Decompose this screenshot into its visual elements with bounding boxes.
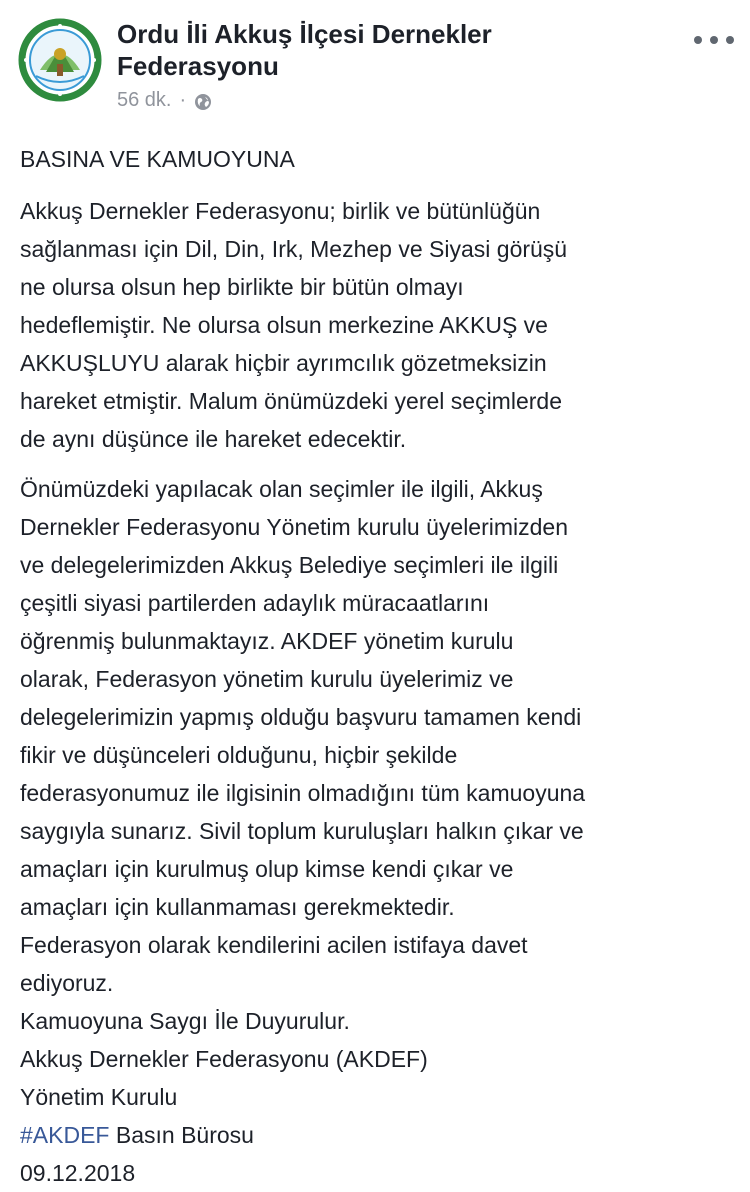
paragraph-2: [20, 470, 735, 1192]
text-line: AKKUŞLUYU alarak hiçbir ayrımcılık gözetmeksizin: [20, 350, 547, 376]
text-line: Önümüzdeki yapılacak olan seçimler ile ilgili, Akkuş: [20, 476, 543, 502]
text-line: Akkuş Dernekler Federasyonu; birlik ve bütünlüğün: [20, 198, 541, 224]
hashtag-suffix: Basın Bürosu: [109, 1122, 254, 1148]
text-line: Yönetim Kurulu: [20, 1084, 178, 1110]
text-line: Federasyon olarak kendilerini acilen istifaya davet: [20, 932, 528, 958]
text-line: öğrenmiş bulunmaktayız. AKDEF yönetim kurulu: [20, 628, 514, 654]
text-line: fikir ve düşünceleri olduğunu, hiçbir şekilde: [20, 742, 458, 768]
text-line: hareket etmiştir. Malum önümüzdeki yerel seçimlerde: [20, 388, 562, 414]
text-line: ne olursa olsun hep birlikte bir bütün olmayı: [20, 274, 464, 300]
text-line: Dernekler Federasyonu Yönetim kurulu üyelerimizden: [20, 514, 569, 540]
text-line: delegelerimizin yapmış olduğu başvuru tamamen kendi: [20, 704, 582, 730]
globe-icon[interactable]: [194, 91, 212, 109]
text-line: saygıyla sunarız. Sivil toplum kuruluşları halkın çıkar ve: [20, 818, 584, 844]
page-name-line-1[interactable]: Ordu İli Akkuş İlçesi Dernekler: [117, 19, 492, 49]
post-date: 09.12.2018: [20, 1160, 136, 1186]
text-line: ediyoruz.: [20, 970, 114, 996]
post-body: [20, 140, 735, 1192]
text-line: hedeflemiştir. Ne olursa olsun merkezine AKKUŞ ve: [20, 312, 548, 338]
text-line: de aynı düşünce ile hareket edecektir.: [20, 426, 407, 452]
paragraph-1: [20, 192, 735, 458]
text-line: sağlanması için Dil, Din, Irk, Mezhep ve Siyasi görüşü: [20, 236, 568, 262]
text-line: Kamuoyuna Saygı İle Duyurulur.: [20, 1008, 350, 1034]
text-line: Akkuş Dernekler Federasyonu (AKDEF): [20, 1046, 428, 1072]
meta-separator: ·: [179, 89, 187, 111]
page-name-line-2[interactable]: Federasyonu: [117, 51, 279, 81]
text-line: amaçları için kullanmaması gerekmektedir.: [20, 894, 455, 920]
post-meta: [117, 86, 212, 114]
text-line: olarak, Federasyon yönetim kurulu üyelerimiz ve: [20, 666, 514, 692]
text-line: ve delegelerimizden Akkuş Belediye seçimleri ile ilgili: [20, 552, 559, 578]
post-time[interactable]: 56 dk.: [117, 89, 172, 111]
text-line: çeşitli siyasi partilerden adaylık müracaatlarını: [20, 590, 490, 616]
federation-logo-icon: [18, 18, 102, 102]
hashtag-line: [20, 1116, 735, 1154]
text-line: amaçları için kurulmuş olup kimse kendi çıkar ve: [20, 856, 514, 882]
text-line: federasyonumuz ile ilgisinin olmadığını tüm kamuoyuna: [20, 780, 586, 806]
page-name[interactable]: [117, 18, 637, 82]
more-dots-icon[interactable]: [690, 28, 740, 52]
post-header: [0, 0, 750, 120]
avatar[interactable]: [18, 18, 102, 102]
post-heading: BASINA VE KAMUOYUNA: [20, 146, 295, 172]
hashtag-link[interactable]: #AKDEF: [20, 1122, 110, 1148]
